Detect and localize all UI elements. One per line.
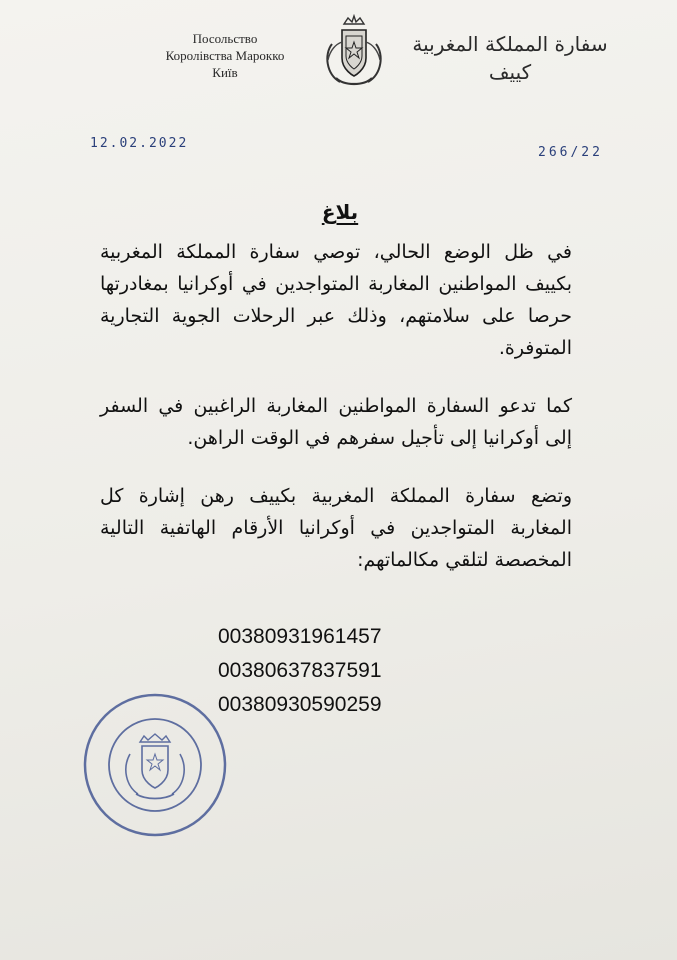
notice-body (100, 236, 572, 602)
reference-number: 266/22 (538, 145, 603, 160)
embassy-stamp-icon (80, 690, 230, 840)
header-arabic-line-1: سفارة المملكة المغربية (412, 32, 608, 56)
phone-list (218, 620, 382, 722)
header-line-2: Королівства Марокко (165, 48, 285, 63)
header-arabic-line-2: كييف (488, 60, 532, 84)
phone-number-1: 00380931961457 (218, 625, 382, 648)
phone-number-2: 00380637837591 (218, 659, 382, 682)
paragraph-3: وتضع سفارة المملكة المغربية بكييف رهن إشارة كل المغاربة المتواجدين في أوكرانيا الأرقام الهاتفية التالية المخصصة لتلقي مكالماتهم: (100, 485, 572, 571)
moroccan-coat-of-arms-icon (322, 14, 386, 90)
phone-number-3: 00380930590259 (218, 693, 382, 716)
notice-title: بلاغ (321, 200, 359, 224)
header-arabic (410, 30, 610, 86)
paragraph-2: كما تدعو السفارة المواطنين المغاربة الراغبين في السفر إلى أوكرانيا إلى تأجيل سفرهم في الوقت الراهن. (100, 395, 572, 449)
header-line-3: Київ (212, 65, 238, 80)
document-date: 12.02.2022 (90, 136, 189, 151)
header-line-1: Посольство (192, 31, 258, 46)
paragraph-1: في ظل الوضع الحالي، توصي سفارة المملكة المغربية بكييف المواطنين المغاربة المتواجدين في أوكرانيا بمغادرتها حرصا على سلامتهم، وذلك عبر الرحلات الجوية التجارية المتوفرة. (100, 241, 572, 359)
header-ukrainian (150, 30, 300, 81)
